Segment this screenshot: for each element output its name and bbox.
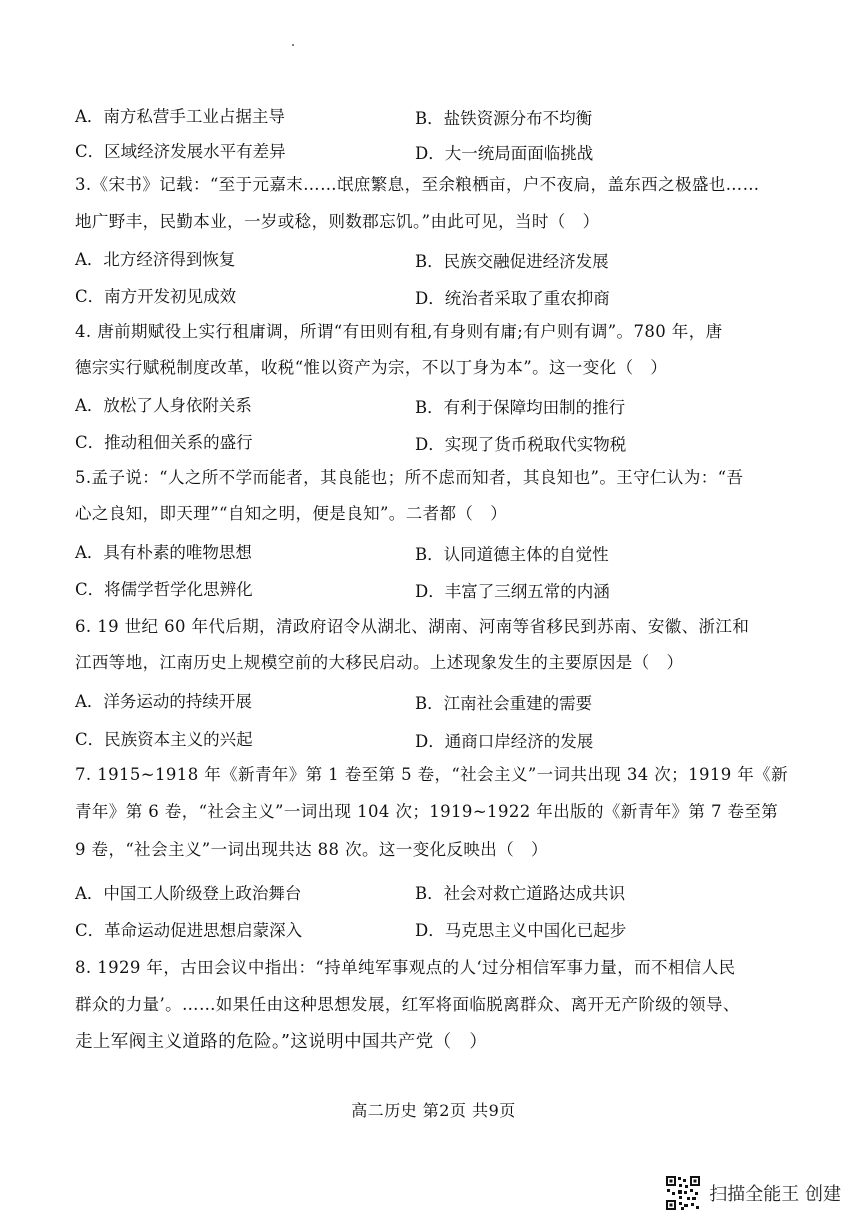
q8-stem-line1: 8. 1929 年，古田会议中指出：“持单纯军事观点的人‘过分相信军事力量，而不相信人民 [75, 958, 736, 977]
qr-code-icon [665, 1175, 701, 1211]
q4-option-a: A．放松了人身依附关系 [75, 396, 252, 415]
q3-stem-line1: 3.《宋书》记载：“至于元嘉末……氓庶繁息，至余粮栖亩，户不夜扃，盖东西之极盛也…… [75, 175, 760, 194]
q7-option-d: D．马克思主义中国化已起步 [415, 921, 627, 940]
q6-option-b: B．江南社会重建的需要 [415, 694, 593, 713]
q5-stem-line1: 5.孟子说：“人之所不学而能者，其良能也；所不虑而知者，其良知也”。王守仁认为：“吾 [75, 468, 744, 487]
q6-option-c: C．民族资本主义的兴起 [75, 730, 253, 749]
q7-option-c: C．革命运动促进思想启蒙深入 [75, 921, 303, 940]
q5-option-d: D．丰富了三纲五常的内涵 [415, 582, 610, 601]
q4-option-b: B．有利于保障均田制的推行 [415, 398, 626, 417]
q6-stem-line2: 江西等地，江南历史上规模空前的大移民启动。上述现象发生的主要原因是（ ） [75, 653, 684, 672]
page-footer: 高二历史 第2页 共9页 [351, 1101, 516, 1120]
q5-option-a: A．具有朴素的唯物思想 [75, 543, 252, 562]
q2-option-a: A．南方私营手工业占据主导 [75, 107, 285, 126]
q2-option-c: C．区域经济发展水平有差异 [75, 142, 286, 161]
q6-option-a: A．洋务运动的持续开展 [75, 692, 252, 711]
q4-stem-line2: 德宗实行赋税制度改革，收税“惟以资产为宗，不以丁身为本”。这一变化（ ） [75, 358, 668, 377]
scanner-watermark [665, 1175, 841, 1211]
q6-option-d: D．通商口岸经济的发展 [415, 732, 594, 751]
q2-option-b: B．盐铁资源分布不均衡 [415, 109, 593, 128]
q7-option-b: B．社会对救亡道路达成共识 [415, 884, 626, 903]
q7-stem-line1: 7. 1915~1918 年《新青年》第 1 卷至第 5 卷，“社会主义”一词共出现 34 次；1919 年《新 [75, 765, 789, 784]
q2-option-d: D．大一统局面面临挑战 [415, 144, 594, 163]
watermark-text: 扫描全能王 创建 [709, 1184, 841, 1205]
q8-stem-line2: 群众的力量’。……如果任由这种思想发展，红军将面临脱离群众、离开无产阶级的领导、 [75, 995, 740, 1014]
q3-option-b: B．民族交融促进经济发展 [415, 252, 609, 271]
q5-option-b: B．认同道德主体的自觉性 [415, 545, 609, 564]
q4-option-c: C．推动租佃关系的盛行 [75, 433, 253, 452]
q3-option-c: C．南方开发初见成效 [75, 287, 237, 306]
q6-stem-line1: 6. 19 世纪 60 年代后期，清政府诏令从湖北、湖南、河南等省移民到苏南、安徽、浙江和 [75, 617, 750, 636]
scan-speck [292, 44, 294, 46]
q7-option-a: A．中国工人阶级登上政治舞台 [75, 884, 302, 903]
q4-option-d: D．实现了货币税取代实物税 [415, 435, 627, 454]
q3-stem-line2: 地广野丰，民勤本业，一岁或稔，则数郡忘饥。”由此可见，当时（ ） [75, 212, 600, 231]
q3-option-a: A．北方经济得到恢复 [75, 250, 236, 269]
q3-option-d: D．统治者采取了重农抑商 [415, 289, 610, 308]
q5-option-c: C．将儒学哲学化思辨化 [75, 580, 253, 599]
q8-stem-line3: 走上军阀主义道路的危险。”这说明中国共产党（ ） [75, 1032, 488, 1052]
q7-stem-line3: 9 卷，“社会主义”一词出现共达 88 次。这一变化反映出（ ） [75, 840, 548, 859]
q7-stem-line2: 青年》第 6 卷，“社会主义”一词出现 104 次；1919~1922 年出版的《新青年》第 7 卷至第 [75, 802, 779, 821]
q5-stem-line2: 心之良知，即天理”“自知之明，便是良知”。二者都（ ） [75, 504, 508, 523]
q4-stem-line1: 4. 唐前期赋役上实行租庸调，所谓“有田则有租,有身则有庸;有户则有调”。780 年，唐 [75, 322, 723, 341]
